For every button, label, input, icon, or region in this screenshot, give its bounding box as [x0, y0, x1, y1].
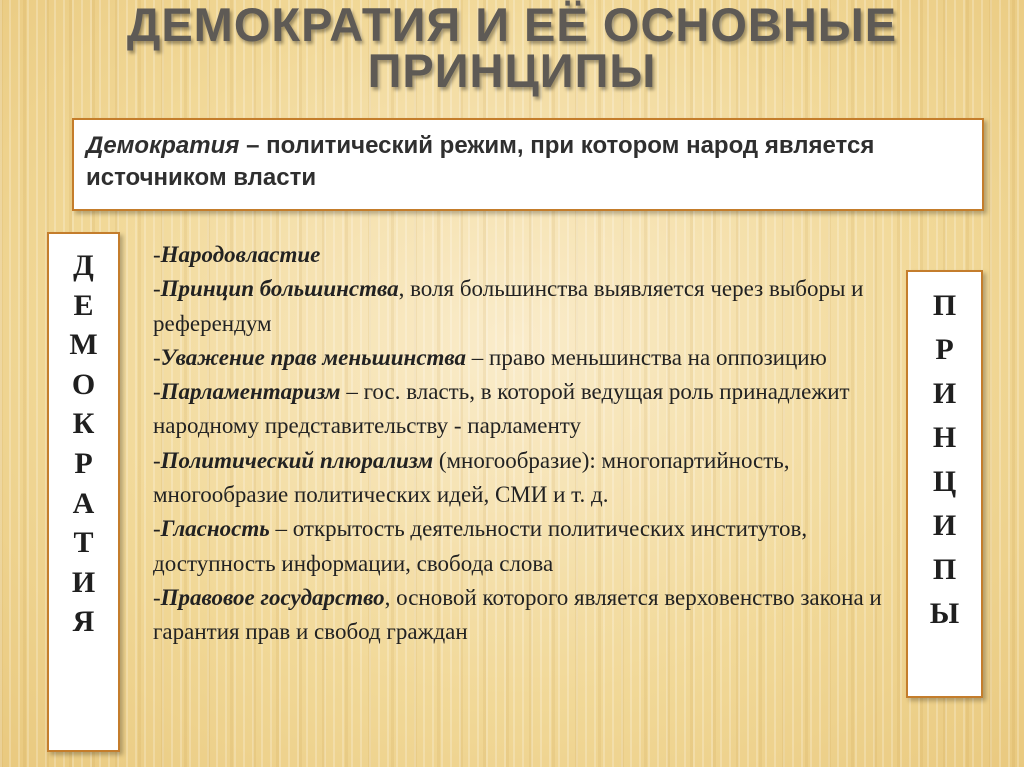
- principle-desc: (многообразие): многопартийность, многообразие политических идей, СМИ и т. д.: [153, 447, 790, 508]
- vertical-letter: К: [72, 407, 95, 441]
- vertical-letter: П: [932, 289, 957, 322]
- principle-name: Уважение прав меньшинства: [160, 344, 467, 370]
- principle-desc: – право меньшинства на оппозицию: [466, 344, 827, 370]
- vertical-letter: Е: [73, 288, 94, 322]
- principle-desc: – открытость деятельности политических институтов, доступность информации, свобода слова: [153, 516, 808, 576]
- list-item: -Гласность – открытость деятельности политических институтов, доступность информации, свобода слова: [153, 516, 808, 576]
- title-line-2: ПРИНЦИПЫ: [367, 44, 657, 97]
- principle-name: Политический плюрализм: [160, 447, 434, 473]
- democracy-vertical-label: [47, 232, 120, 752]
- principle-name: Народовластие: [160, 242, 321, 267]
- list-item: -Правовое государство, основой которого является верховенство закона и гарантия прав и свобод граждан: [153, 584, 882, 645]
- vertical-letter: И: [932, 377, 957, 410]
- definition-term: Демократия: [86, 132, 240, 159]
- vertical-letter: П: [932, 553, 957, 586]
- list-item: -Уважение прав меньшинства – право меньшинства на оппозицию: [153, 344, 827, 370]
- title-line-1: ДЕМОКРАТИЯ И ЕЁ ОСНОВНЫЕ: [126, 0, 898, 51]
- vertical-letter: М: [69, 328, 98, 362]
- definition-box: [72, 118, 984, 211]
- principle-desc: , основой которого является верховенство закона и гарантия прав и свобод граждан: [153, 584, 882, 645]
- principle-desc: , воля большинства выявляется через выборы и референдум: [153, 276, 864, 336]
- vertical-letter: И: [71, 565, 96, 599]
- vertical-letter: Я: [72, 605, 95, 639]
- principles-list: [153, 238, 893, 650]
- slide-title: [0, 0, 1024, 97]
- list-item: -Политический плюрализм (многообразие): многопартийность, многообразие политических идей, СМИ и т. д.: [153, 447, 790, 508]
- definition-text: – политический режим, при котором народ является источником власти: [86, 132, 875, 191]
- principle-desc: – гос. власть, в которой ведущая роль принадлежит народному представительству - парламенту: [153, 379, 850, 439]
- principle-name: Гласность: [160, 516, 270, 542]
- principle-name: Правовое государство: [160, 584, 385, 610]
- list-item: -Принцип большинства, воля большинства выявляется через выборы и референдум: [153, 276, 864, 336]
- vertical-letter: Ы: [929, 597, 960, 630]
- vertical-letter: Т: [73, 526, 94, 560]
- principle-name: Парламентаризм: [160, 379, 341, 405]
- principles-vertical-label: [906, 270, 983, 698]
- vertical-letter: Р: [935, 333, 954, 366]
- list-item: -Парламентаризм – гос. власть, в которой ведущая роль принадлежит народному представительству - парламенту: [153, 379, 850, 439]
- vertical-letter: Р: [74, 446, 93, 480]
- vertical-letter: Ц: [932, 465, 957, 498]
- vertical-letter: А: [72, 486, 95, 520]
- list-item: -Народовластие: [153, 242, 321, 267]
- vertical-letter: Н: [932, 421, 957, 454]
- vertical-letter: Д: [73, 249, 94, 282]
- principle-name: Принцип большинства: [160, 276, 399, 302]
- vertical-letter: И: [932, 509, 957, 542]
- vertical-letter: О: [71, 367, 96, 401]
